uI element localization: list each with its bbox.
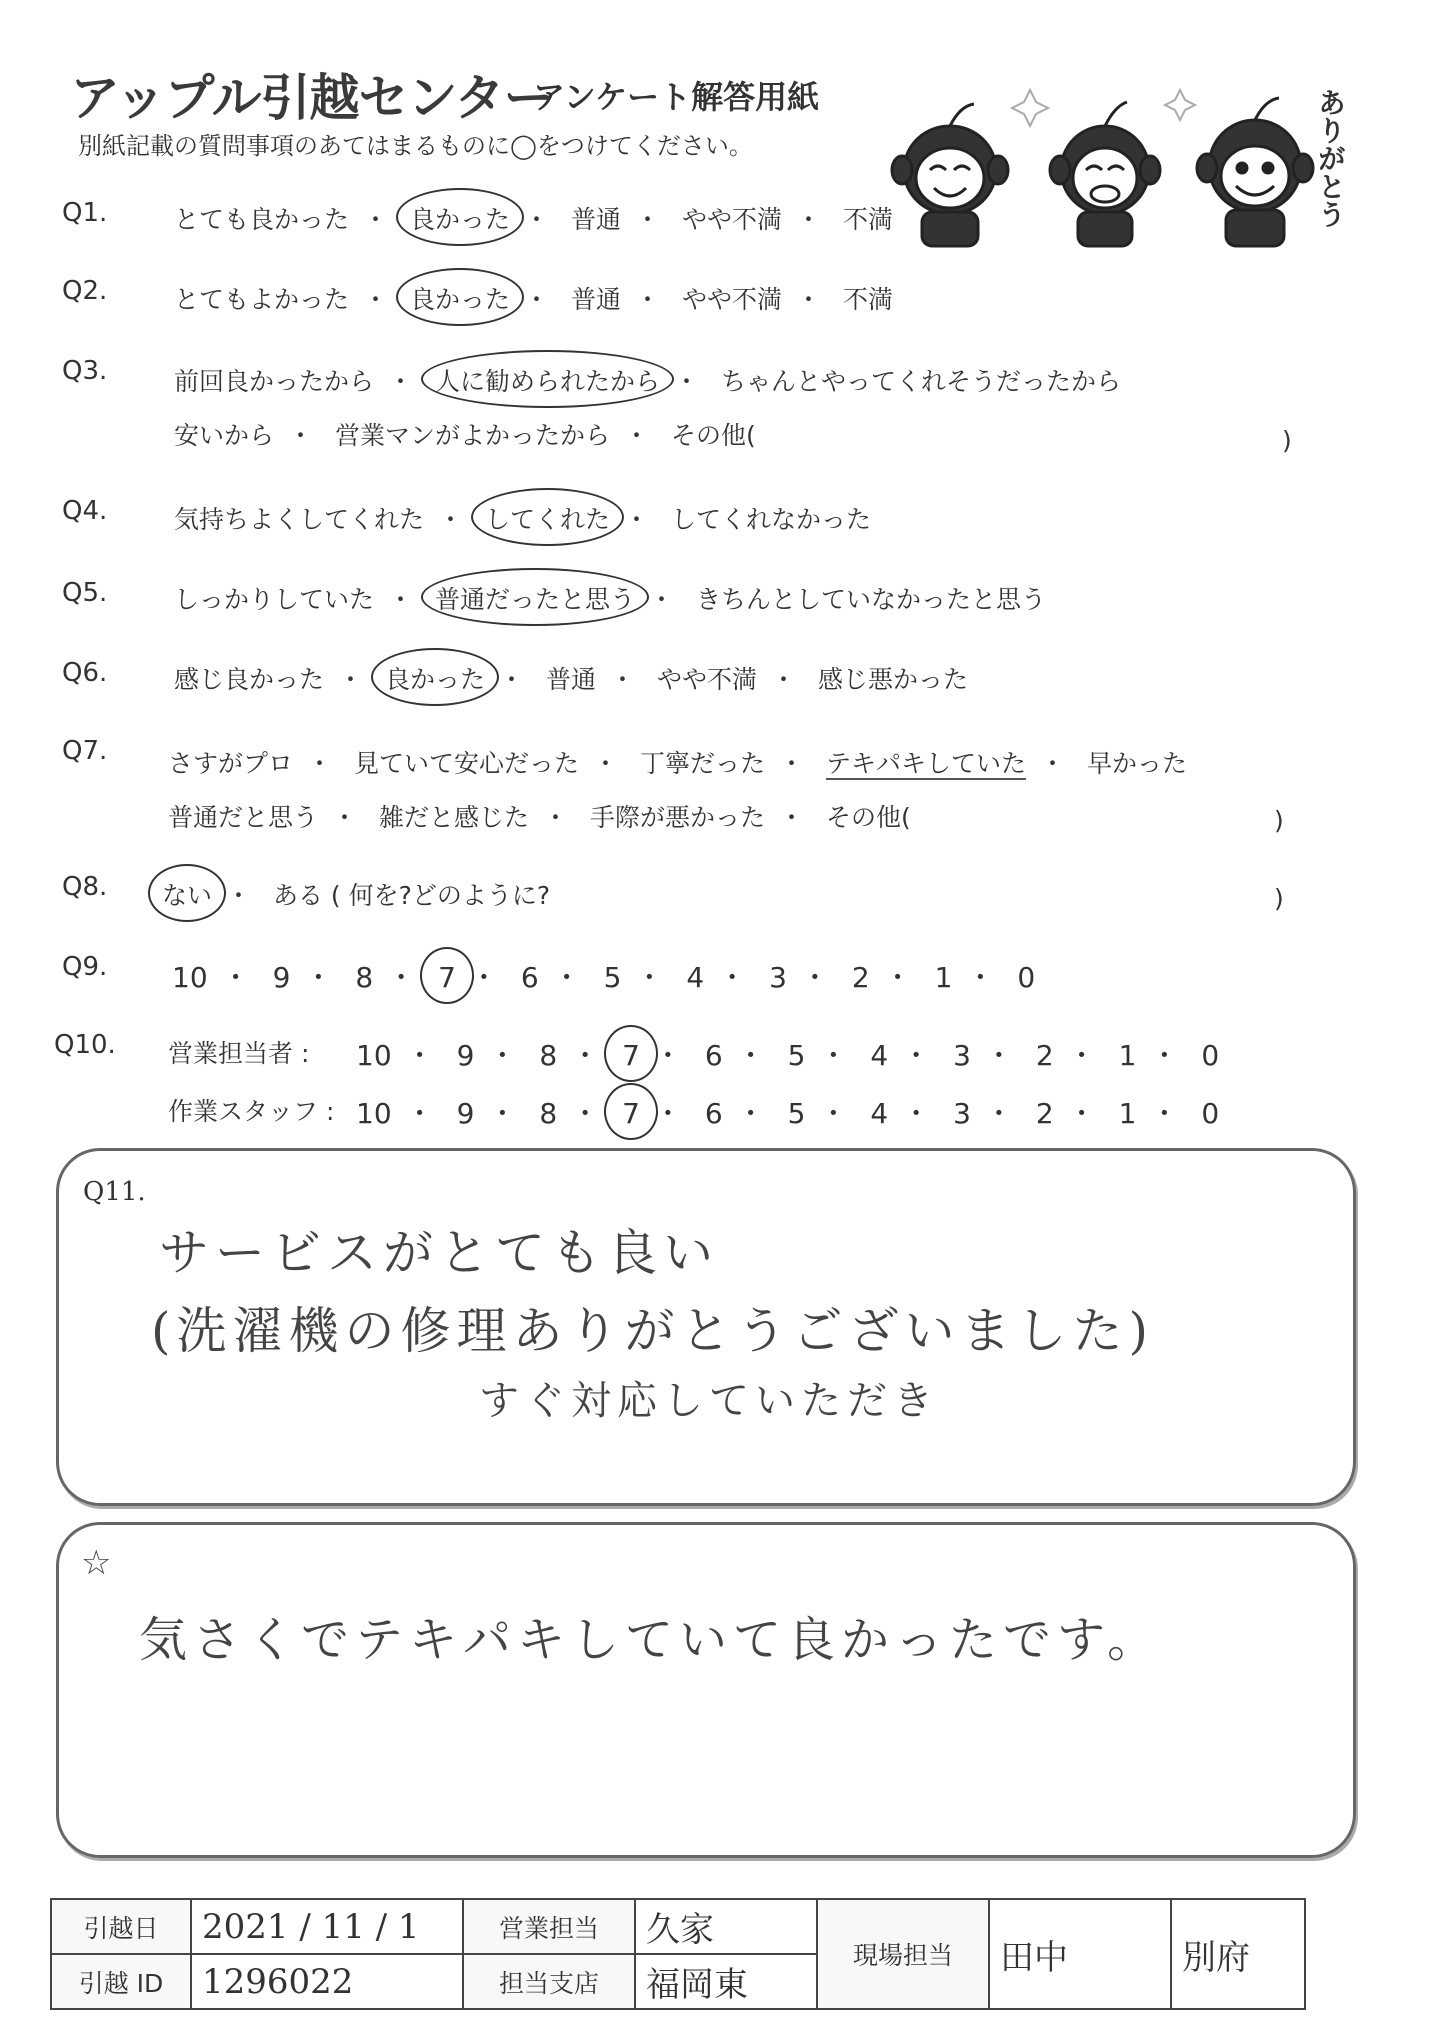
q6-options: 感じ良かった ・ 良かった ・ 普通 ・ やや不満 ・ 感じ悪かった [170, 660, 972, 696]
monkey-mascots-icon [890, 70, 1340, 250]
thanks-text: ありがとう [1314, 88, 1347, 228]
q2-option-3[interactable]: 普通 [570, 285, 621, 314]
q4-options: 気持ちよくしてくれた ・ してくれた ・ してくれなかった [170, 500, 875, 536]
q10-staff-score-2[interactable]: 2 [1035, 1097, 1054, 1130]
q10-staff-score-8[interactable]: 8 [539, 1097, 558, 1130]
q10-sales-score-4[interactable]: 4 [870, 1039, 889, 1072]
q3-option-4[interactable]: 安いから [174, 421, 275, 450]
move-date-value[interactable]: 2021 / 11 / 1 [191, 1899, 463, 1954]
q10-staff-score-7-selected[interactable]: 7 [618, 1097, 644, 1130]
site-staff-1-value[interactable]: 田中 [989, 1899, 1171, 2009]
move-id-label: 引越 ID [51, 1954, 191, 2009]
q10-staff-score-1[interactable]: 1 [1118, 1097, 1137, 1130]
q10-sales-label: 営業担当者 : [168, 1039, 310, 1068]
q5-option-2-selected[interactable]: 普通だったと思う [431, 580, 639, 616]
q7-label: Q7. [62, 736, 108, 766]
q10-sales-score-9[interactable]: 9 [456, 1039, 475, 1072]
q1-option-5[interactable]: 不満 [842, 205, 893, 234]
q7-option-1[interactable]: さすがプロ [168, 749, 294, 778]
q9-score-0[interactable]: 0 [1017, 961, 1036, 994]
q8-label: Q8. [62, 872, 108, 902]
branch-name-value[interactable]: 福岡東 [635, 1954, 817, 2009]
sales-label: 営業担当 [463, 1899, 635, 1954]
q3-option-1[interactable]: 前回良かったから [174, 367, 375, 396]
q4-option-3[interactable]: してくれなかった [670, 505, 871, 534]
star-comment-box[interactable] [56, 1522, 1356, 1858]
q6-label: Q6. [62, 658, 108, 688]
q7-options-line2: 普通だと思う ・ 雑だと感じた ・ 手際が悪かった ・ その他( [164, 798, 915, 834]
q3-label: Q3. [62, 356, 108, 386]
q1-option-1[interactable]: とても良かった [174, 205, 350, 234]
q10-staff-score-5[interactable]: 5 [787, 1097, 806, 1130]
footer-table [50, 1898, 1306, 2010]
form-title: アンケート解答用紙 [533, 78, 820, 116]
q10-sales-scale: 10 ・ 9 ・ 8 ・ 7 ・ 6 ・ 5 ・ 4 ・ 3 ・ 2 ・ 1 ・ 0 [352, 1034, 1223, 1074]
q4-label: Q4. [62, 496, 108, 526]
company-brand: アップル引越センター [70, 69, 553, 127]
q9-score-4[interactable]: 4 [686, 961, 705, 994]
q10-sales-score-5[interactable]: 5 [787, 1039, 806, 1072]
q3-options-line2: 安いから ・ 営業マンがよかったから ・ その他( [170, 416, 760, 452]
q7-option-other[interactable]: その他( [825, 803, 911, 832]
q9-score-1[interactable]: 1 [934, 961, 953, 994]
q7-option-4-selected[interactable]: テキパキしていた [825, 749, 1026, 778]
q10-staff-score-0[interactable]: 0 [1201, 1097, 1220, 1130]
q7-options-line1: さすがプロ ・ 見ていて安心だった ・ 丁寧だった ・ テキパキしていた ・ 早かった [164, 744, 1191, 780]
move-id-value[interactable]: 1296022 [191, 1954, 463, 2009]
q9-score-8[interactable]: 8 [355, 961, 374, 994]
q10-staff-label: 作業スタッフ : [168, 1097, 335, 1126]
q10-sales-score-3[interactable]: 3 [953, 1039, 971, 1072]
q10-staff-score-3[interactable]: 3 [953, 1097, 971, 1130]
q6-option-2-selected[interactable]: 良かった [381, 660, 489, 696]
q1-label: Q1. [62, 198, 108, 228]
q3-options-line1: 前回良かったから ・ 人に勧められたから ・ ちゃんとやってくれそうだったから [170, 362, 1125, 398]
q11-line-3: すぐ対応していただき [479, 1378, 939, 1424]
instruction-text: 別紙記載の質問事項のあてはまるものに◯をつけてください。 [78, 132, 753, 160]
q10-staff-score-9[interactable]: 9 [456, 1097, 475, 1130]
q10-sales-score-8[interactable]: 8 [539, 1039, 558, 1072]
q9-scale: 10 ・ 9 ・ 8 ・ 7 ・ 6 ・ 5 ・ 4 ・ 3 ・ 2 ・ 1 ・ 0 [168, 956, 1039, 996]
q1-options: とても良かった ・ 良かった ・ 普通 ・ やや不満 ・ 不満 [170, 200, 897, 236]
q2-options: とてもよかった ・ 良かった ・ 普通 ・ やや不満 ・ 不満 [170, 280, 897, 316]
q10-sales-score-2[interactable]: 2 [1035, 1039, 1054, 1072]
q2-option-5[interactable]: 不満 [842, 285, 893, 314]
star-comment-text: 気さくでテキパキしていて良かったです。 [139, 1612, 1162, 1668]
q8-option-2[interactable]: ある ( 何を?どのように? [272, 881, 551, 910]
q1-option-4[interactable]: やや不満 [681, 205, 782, 234]
q7-other-close: ) [1274, 806, 1284, 835]
q4-option-1[interactable]: 気持ちよくしてくれた [174, 505, 425, 534]
q9-score-3[interactable]: 3 [769, 961, 787, 994]
q8-close: ) [1274, 884, 1284, 913]
q10-staff-score-6[interactable]: 6 [704, 1097, 723, 1130]
q6-option-5[interactable]: 感じ悪かった [817, 665, 968, 694]
q4-option-2-selected[interactable]: してくれた [481, 500, 614, 536]
q7-option-3[interactable]: 丁寧だった [639, 749, 765, 778]
q5-option-3[interactable]: きちんとしていなかったと思う [695, 585, 1046, 614]
q9-score-7-selected[interactable]: 7 [434, 961, 460, 994]
q9-score-5[interactable]: 5 [603, 961, 622, 994]
q9-score-2[interactable]: 2 [851, 961, 870, 994]
q2-option-1[interactable]: とてもよかった [174, 285, 350, 314]
q3-option-2-selected[interactable]: 人に勧められたから [431, 362, 664, 398]
site-staff-2-value[interactable]: 別府 [1171, 1899, 1305, 2009]
mascot-illustration [890, 70, 1340, 250]
q10-staff-scale: 10 ・ 9 ・ 8 ・ 7 ・ 6 ・ 5 ・ 4 ・ 3 ・ 2 ・ 1 ・ 0 [352, 1092, 1223, 1132]
q10-label: Q10. [54, 1030, 116, 1060]
q9-score-10[interactable]: 10 [172, 961, 208, 994]
q8-option-1-selected[interactable]: ない [158, 876, 216, 912]
move-date-label: 引越日 [51, 1899, 191, 1954]
q6-option-4[interactable]: やや不満 [656, 665, 757, 694]
q11-label: Q11. [83, 1177, 146, 1207]
q3-other-close: ) [1282, 426, 1292, 455]
q5-label: Q5. [62, 578, 108, 608]
q11-line-2: (洗濯機の修理ありがとうございました) [151, 1302, 1155, 1360]
q10-staff-score-10[interactable]: 10 [356, 1097, 392, 1130]
q2-option-2-selected[interactable]: 良かった [406, 280, 514, 316]
q2-label: Q2. [62, 276, 108, 306]
q3-option-5[interactable]: 営業マンがよかったから [334, 421, 610, 450]
q7-option-5[interactable]: 早かった [1086, 749, 1187, 778]
q7-option-6[interactable]: 普通だと思う [168, 803, 319, 832]
q1-option-2-selected[interactable]: 良かった [406, 200, 514, 236]
q9-score-6[interactable]: 6 [520, 961, 539, 994]
q3-option-other[interactable]: その他( [670, 421, 756, 450]
q5-option-1[interactable]: しっかりしていた [174, 585, 375, 614]
star-icon: ☆ [81, 1543, 112, 1583]
site-staff-label: 現場担当 [817, 1899, 989, 2009]
sales-name-value[interactable]: 久家 [635, 1899, 817, 1954]
q7-option-2[interactable]: 見ていて安心だった [353, 749, 579, 778]
q11-line-1: サービスがとても良い [159, 1224, 719, 1282]
q10-sales-score-7-selected[interactable]: 7 [618, 1039, 644, 1072]
q6-option-3[interactable]: 普通 [545, 665, 596, 694]
q11-comment-box[interactable] [56, 1148, 1356, 1506]
q5-options: しっかりしていた ・ 普通だったと思う ・ きちんとしていなかったと思う [170, 580, 1050, 616]
q8-options: ない ・ ある ( 何を?どのように? [158, 876, 554, 912]
q10-staff-score-4[interactable]: 4 [870, 1097, 889, 1130]
q2-option-4[interactable]: やや不満 [681, 285, 782, 314]
q7-option-7[interactable]: 雑だと感じた [378, 803, 529, 832]
q7-option-8[interactable]: 手際が悪かった [589, 803, 765, 832]
q3-option-3[interactable]: ちゃんとやってくれそうだったから [720, 367, 1121, 396]
q10-sales-score-0[interactable]: 0 [1201, 1039, 1220, 1072]
q10-sales-score-6[interactable]: 6 [704, 1039, 723, 1072]
branch-label: 担当支店 [463, 1954, 635, 2009]
q9-label: Q9. [62, 952, 108, 982]
q1-option-3[interactable]: 普通 [570, 205, 621, 234]
q9-score-9[interactable]: 9 [272, 961, 291, 994]
q6-option-1[interactable]: 感じ良かった [174, 665, 325, 694]
q10-sales-score-1[interactable]: 1 [1118, 1039, 1137, 1072]
q10-sales-score-10[interactable]: 10 [356, 1039, 392, 1072]
